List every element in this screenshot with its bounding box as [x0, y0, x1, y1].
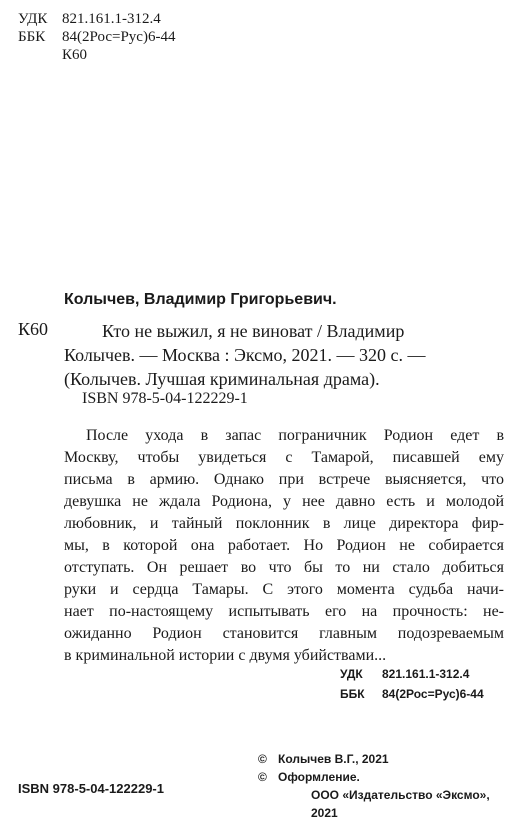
- bib-line: Кто не выжил, я не виноват / Владимир: [102, 321, 405, 341]
- author-mark: К60: [62, 47, 88, 63]
- bbk-label: ББК: [340, 687, 365, 701]
- copyright-author: Колычев В.Г., 2021: [278, 752, 389, 766]
- bib-line: Колычев. — Москва : Эксмо, 2021. — 320 с. —: [64, 345, 426, 365]
- bib-line: (Колычев. Лучшая криминальная драма).: [64, 369, 380, 389]
- copyright-symbol: ©: [258, 770, 267, 784]
- annotation-line: любовник, и тайный поклонник в лице директора фир-: [64, 515, 504, 532]
- copyright-symbol: ©: [258, 752, 267, 766]
- udk-row: [18, 10, 175, 28]
- annotation-line: ожиданно Родион становится главным подозреваемым: [64, 625, 504, 642]
- annotation-line: в криминальной истории с двумя убийствами...: [64, 647, 387, 664]
- udk-value: 821.161.1-312.4: [382, 667, 470, 681]
- top-classification: [18, 10, 175, 64]
- annotation-line: После ухода в запас пограничник Родион едет в: [86, 427, 504, 444]
- bbk-value: 84(2Рос=Рус)6-44: [62, 29, 176, 45]
- bbk-label: ББК: [18, 29, 46, 45]
- bbk-row: [18, 28, 175, 46]
- annotation-line: мы, в которой она работает. Но Родион не собирается: [64, 537, 504, 554]
- copyright-block: [258, 750, 516, 822]
- copyright-design: Оформление.: [278, 770, 360, 784]
- annotation-line: девушка не ждала Родиона, у нее давно есть и молодой: [64, 493, 504, 510]
- bottom-classification: [340, 664, 484, 704]
- author-heading: Колычев, Владимир Григорьевич.: [64, 291, 337, 308]
- annotation: [64, 425, 504, 667]
- annotation-line: отступать. Он решает во что бы то ни стало добиться: [64, 559, 504, 576]
- shelf-mark: К60: [18, 319, 49, 339]
- annotation-line: руки и сердца Тамары. С этого момента судьба начи-: [64, 581, 504, 598]
- udk-row: [340, 664, 484, 684]
- annotation-line: Москву, чтобы увидеться с Тамарой, писавшей ему: [64, 449, 504, 466]
- bibliographic-description: [64, 319, 504, 391]
- annotation-line: нает по-настоящему испытывать его на прочность: не-: [64, 603, 504, 620]
- udk-label: УДК: [340, 667, 363, 681]
- udk-label: УДК: [18, 11, 48, 27]
- bbk-value: 84(2Рос=Рус)6-44: [382, 687, 484, 701]
- udk-value: 821.161.1-312.4: [62, 11, 161, 27]
- copyright-line: [258, 750, 516, 768]
- annotation-line: письма в армию. Однако при встрече выясняется, что: [64, 471, 504, 488]
- bbk-row: [340, 684, 484, 704]
- isbn-bottom: ISBN 978-5-04-122229-1: [18, 781, 164, 796]
- copyright-publisher: ООО «Издательство «Эксмо», 2021: [311, 788, 490, 820]
- copyright-line: [258, 768, 516, 786]
- isbn-main: ISBN 978-5-04-122229-1: [82, 390, 248, 407]
